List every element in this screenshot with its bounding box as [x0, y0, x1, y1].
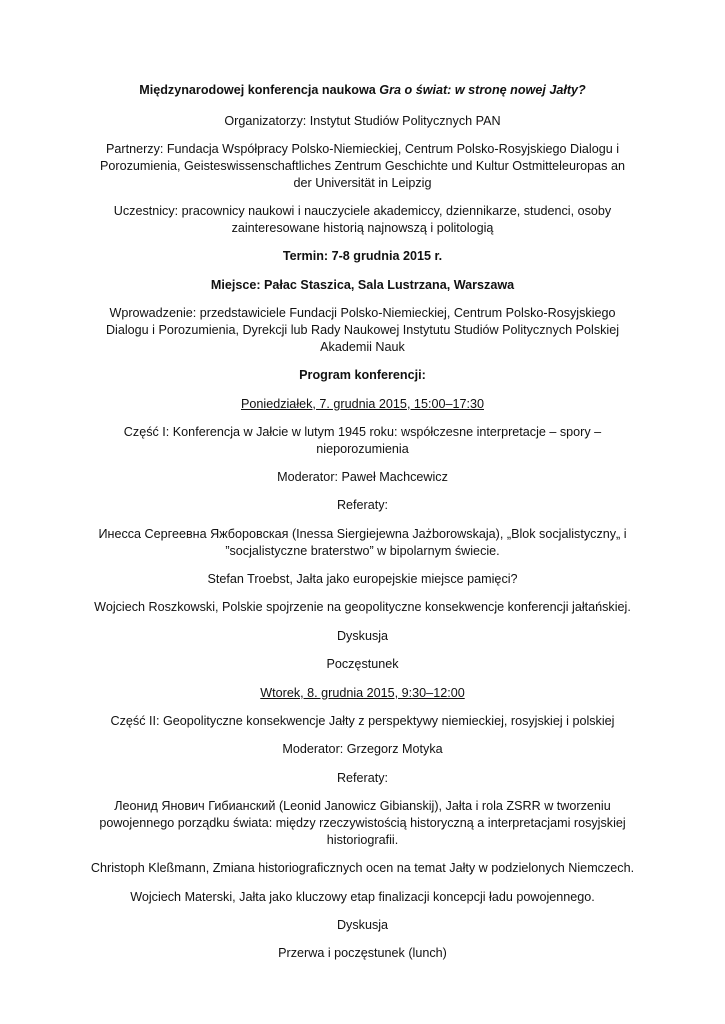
day1-discussion: Dyskusja [336, 628, 389, 643]
day1-paper-1: Инесса Сергеевна Яжборовская (Inessa Siergiejewna Jażborowskaja), „Blok socjalistyczny„ i ”socjalistyczne braterstwo” w bipolarnym świecie. [98, 526, 627, 558]
date-line: Termin: 7-8 grudnia 2015 r. [282, 249, 443, 264]
participants-paragraph: Uczestnicy: pracownicy naukowi i nauczyciele akademiccy, dziennikarze, studenci, osoby zainteresowane historią najnowszą i politologią [113, 204, 612, 235]
day2-paper-2: Christoph Kleßmann, Zmiana historiograficznych ocen na temat Jałty w podzielonych Niemczech. [90, 861, 635, 876]
day1-break: Poczęstunek [326, 657, 399, 672]
document-title [90, 82, 635, 99]
day1-paper-3: Wojciech Roszkowski, Polskie spojrzenie na geopolityczne konsekwencje konferencji jałtańskiej. [94, 600, 631, 615]
organizer-line: Organizatorzy: Instytut Studiów Politycznych PAN [224, 113, 501, 128]
day2-part-title: Część II: Geopolityczne konsekwencje Jałty z perspektywy niemieckiej, rosyjskiej i polskiej [110, 714, 615, 729]
day1-part-title: Część I: Konferencja w Jałcie w lutym 1945 roku: współczesne interpretacje – spory – nieporozumienia [123, 424, 602, 456]
place-line: Miejsce: Pałac Staszica, Sala Lustrzana, Warszawa [210, 277, 515, 292]
day1-papers-heading: Referaty: [336, 498, 389, 513]
day2-papers-heading: Referaty: [336, 770, 389, 785]
day1-paper-2: Stefan Troebst, Jałta jako europejskie miejsce pamięci? [207, 572, 518, 587]
day2-moderator: Moderator: Grzegorz Motyka [282, 742, 443, 757]
partners-paragraph: Partnerzy: Fundacja Współpracy Polsko-Niemieckiej, Centrum Polsko-Rosyjskiego Dialogu i Porozumienia, Geisteswissenschaftliches Zentrum Geschichte und Kultur Ostmitteleuropas an der Universität in Leipzig [100, 142, 625, 190]
day1-heading: Poniedziałek, 7. grudnia 2015, 15:00–17:30 [241, 396, 484, 411]
day2-heading: Wtorek, 8. grudnia 2015, 9:30–12:00 [260, 685, 465, 700]
day2-paper-3: Wojciech Materski, Jałta jako kluczowy etap finalizacji koncepcji ładu powojennego. [130, 889, 595, 904]
title-italic: Gra o świat: w stronę nowej Jałty? [379, 83, 586, 97]
introduction-paragraph: Wprowadzenie: przedstawiciele Fundacji Polsko-Niemieckiej, Centrum Polsko-Rosyjskiego Dialogu i Porozumienia, Dyrekcji lub Rady Naukowej Instytutu Studiów Politycznych Polskiej Akademii Nauk [105, 306, 620, 354]
day1-moderator: Moderator: Paweł Machcewicz [277, 470, 448, 485]
day2-break: Przerwa i poczęstunek (lunch) [278, 946, 447, 961]
title-plain: Międzynarodowej konferencja naukowa [139, 83, 380, 97]
program-heading: Program konferencji: [299, 368, 426, 383]
day2-discussion: Dyskusja [336, 917, 389, 932]
day2-paper-1: Леонид Янович Гибианский (Leonid Janowicz Gibianskij), Jałta i rola ZSRR w tworzeniu powojennego porządku świata: między rzeczywistością historyczną a interpretacjami rosyjskiej historiografii. [99, 799, 626, 847]
